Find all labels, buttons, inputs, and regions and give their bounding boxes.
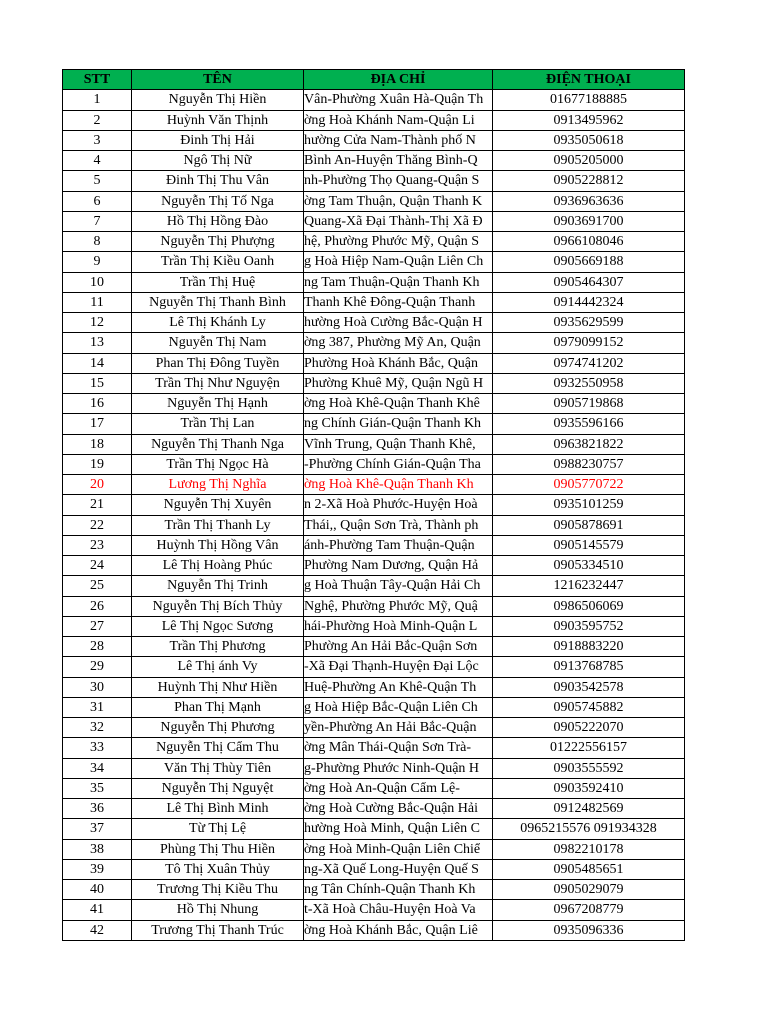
cell-name[interactable]: Trần Thị Thanh Ly: [132, 515, 304, 535]
cell-stt[interactable]: 5: [63, 171, 132, 191]
cell-stt[interactable]: 2: [63, 110, 132, 130]
cell-name[interactable]: Nguyễn Thị Phương: [132, 718, 304, 738]
table-row: [63, 596, 685, 616]
cell-address[interactable]: g Hoà Hiệp Bắc-Quận Liên Ch: [304, 697, 493, 717]
cell-address[interactable]: ờng Hoà An-Quận Cẩm Lệ-: [304, 778, 493, 798]
cell-stt[interactable]: 1: [63, 90, 132, 110]
cell-stt[interactable]: 19: [63, 454, 132, 474]
cell-stt[interactable]: 35: [63, 778, 132, 798]
table-row: [63, 657, 685, 677]
cell-phone[interactable]: 0982210178: [493, 839, 685, 859]
table-body: [63, 90, 685, 941]
cell-stt[interactable]: 21: [63, 495, 132, 515]
header-address[interactable]: ĐỊA CHỈ: [304, 70, 493, 90]
cell-name[interactable]: Nguyễn Thị Tố Nga: [132, 191, 304, 211]
cell-name[interactable]: Nguyễn Thị Nam: [132, 333, 304, 353]
cell-address[interactable]: ờng Hoà Khánh Bắc, Quận Liê: [304, 920, 493, 940]
table-row: [63, 151, 685, 171]
cell-name[interactable]: Lê Thị ánh Vy: [132, 657, 304, 677]
cell-name[interactable]: Nguyễn Thị Hiền: [132, 90, 304, 110]
cell-stt[interactable]: 37: [63, 819, 132, 839]
cell-phone[interactable]: 0932550958: [493, 373, 685, 393]
cell-stt[interactable]: 16: [63, 394, 132, 414]
cell-name[interactable]: Nguyễn Thị Hạnh: [132, 394, 304, 414]
cell-address[interactable]: ờng Hoà Cường Bắc-Quận Hải: [304, 799, 493, 819]
cell-address[interactable]: Phường An Hải Bắc-Quận Sơn: [304, 637, 493, 657]
cell-stt[interactable]: 33: [63, 738, 132, 758]
cell-name[interactable]: Trần Thị Phương: [132, 637, 304, 657]
table-row: [63, 576, 685, 596]
cell-name[interactable]: Nguyễn Thị Phượng: [132, 232, 304, 252]
cell-name[interactable]: Trần Thị Kiều Oanh: [132, 252, 304, 272]
cell-name[interactable]: Nguyễn Thị Bích Thủy: [132, 596, 304, 616]
table-row: [63, 110, 685, 130]
cell-name[interactable]: Đinh Thị Thu Vân: [132, 171, 304, 191]
cell-name[interactable]: Huỳnh Văn Thịnh: [132, 110, 304, 130]
cell-phone[interactable]: 0963821822: [493, 434, 685, 454]
cell-address[interactable]: Thái,, Quận Sơn Trà, Thành ph: [304, 515, 493, 535]
cell-address[interactable]: ờng Mân Thái-Quận Sơn Trà-: [304, 738, 493, 758]
cell-stt[interactable]: 24: [63, 556, 132, 576]
table-row: [63, 920, 685, 940]
cell-name[interactable]: Trương Thị Thanh Trúc: [132, 920, 304, 940]
table-row: [63, 171, 685, 191]
cell-phone[interactable]: 0967208779: [493, 900, 685, 920]
cell-name[interactable]: Trương Thị Kiều Thu: [132, 880, 304, 900]
cell-address[interactable]: hường Cửa Nam-Thành phố N: [304, 130, 493, 150]
cell-phone[interactable]: 0986506069: [493, 596, 685, 616]
table-row: [63, 738, 685, 758]
cell-phone[interactable]: 0905878691: [493, 515, 685, 535]
cell-stt[interactable]: 39: [63, 859, 132, 879]
table-row: [63, 718, 685, 738]
cell-address[interactable]: Phường Hoà Khánh Bắc, Quận: [304, 353, 493, 373]
cell-address[interactable]: ờng Hoà Khê-Quận Thanh Khê: [304, 394, 493, 414]
cell-stt[interactable]: 17: [63, 414, 132, 434]
cell-name[interactable]: Huỳnh Thị Hồng Vân: [132, 535, 304, 555]
cell-address[interactable]: Thanh Khê Đông-Quận Thanh: [304, 292, 493, 312]
table-row: [63, 637, 685, 657]
table-row: [63, 697, 685, 717]
cell-address[interactable]: Vĩnh Trung, Quận Thanh Khê,: [304, 434, 493, 454]
cell-phone[interactable]: 0905205000: [493, 151, 685, 171]
table-row: [63, 900, 685, 920]
cell-stt[interactable]: 3: [63, 130, 132, 150]
cell-phone[interactable]: 0903592410: [493, 778, 685, 798]
cell-address[interactable]: nh-Phường Thọ Quang-Quận S: [304, 171, 493, 191]
cell-phone[interactable]: 0935050618: [493, 130, 685, 150]
cell-address[interactable]: hệ, Phường Phước Mỹ, Quận S: [304, 232, 493, 252]
cell-stt[interactable]: 11: [63, 292, 132, 312]
cell-address[interactable]: hái-Phường Hoà Minh-Quận L: [304, 616, 493, 636]
cell-name[interactable]: Lê Thị Khánh Ly: [132, 313, 304, 333]
cell-name[interactable]: Trần Thị Huệ: [132, 272, 304, 292]
cell-address[interactable]: -Xã Đại Thạnh-Huyện Đại Lộc: [304, 657, 493, 677]
table-row: [63, 333, 685, 353]
cell-stt[interactable]: 36: [63, 799, 132, 819]
cell-address[interactable]: Phường Khuê Mỹ, Quận Ngũ H: [304, 373, 493, 393]
cell-phone[interactable]: 0905222070: [493, 718, 685, 738]
cell-phone[interactable]: 0903555592: [493, 758, 685, 778]
cell-name[interactable]: Nguyễn Thị Xuyên: [132, 495, 304, 515]
cell-phone[interactable]: 0905145579: [493, 535, 685, 555]
cell-stt[interactable]: 29: [63, 657, 132, 677]
table-row: [63, 819, 685, 839]
cell-phone[interactable]: 0936963636: [493, 191, 685, 211]
table-row: [63, 880, 685, 900]
cell-name[interactable]: Phùng Thị Thu Hiền: [132, 839, 304, 859]
table-row: [63, 515, 685, 535]
cell-stt[interactable]: 10: [63, 272, 132, 292]
cell-address[interactable]: yền-Phường An Hải Bắc-Quận: [304, 718, 493, 738]
cell-phone[interactable]: 0905745882: [493, 697, 685, 717]
table-row: [63, 799, 685, 819]
cell-phone[interactable]: 0988230757: [493, 454, 685, 474]
table-row: [63, 839, 685, 859]
cell-phone[interactable]: 0905770722: [493, 475, 685, 495]
table-row: [63, 130, 685, 150]
table-row: [63, 211, 685, 231]
cell-address[interactable]: Vân-Phường Xuân Hà-Quận Th: [304, 90, 493, 110]
cell-phone[interactable]: 0913495962: [493, 110, 685, 130]
cell-name[interactable]: Tô Thị Xuân Thủy: [132, 859, 304, 879]
cell-stt[interactable]: 6: [63, 191, 132, 211]
cell-stt[interactable]: 27: [63, 616, 132, 636]
cell-phone[interactable]: 1216232447: [493, 576, 685, 596]
cell-address[interactable]: ờng 387, Phường Mỹ An, Quận: [304, 333, 493, 353]
cell-stt[interactable]: 8: [63, 232, 132, 252]
cell-address[interactable]: ng-Xã Quế Long-Huyện Quế S: [304, 859, 493, 879]
cell-name[interactable]: Trần Thị Ngọc Hà: [132, 454, 304, 474]
cell-address[interactable]: n 2-Xã Hoà Phước-Huyện Hoà: [304, 495, 493, 515]
table-row: [63, 292, 685, 312]
cell-phone[interactable]: 0903542578: [493, 677, 685, 697]
cell-name[interactable]: Nguyễn Thị Cẩm Thu: [132, 738, 304, 758]
table-row: [63, 758, 685, 778]
header-phone[interactable]: ĐIỆN THOẠI: [493, 70, 685, 90]
cell-name[interactable]: Đinh Thị Hải: [132, 130, 304, 150]
table-row: [63, 616, 685, 636]
cell-stt[interactable]: 15: [63, 373, 132, 393]
table-row: [63, 353, 685, 373]
cell-address[interactable]: Phường Nam Dương, Quận Hả: [304, 556, 493, 576]
cell-phone[interactable]: 0905485651: [493, 859, 685, 879]
cell-phone[interactable]: 0965215576 091934328: [493, 819, 685, 839]
cell-stt[interactable]: 22: [63, 515, 132, 535]
cell-address[interactable]: g Hoà Hiệp Nam-Quận Liên Ch: [304, 252, 493, 272]
cell-name[interactable]: Lê Thị Ngọc Sương: [132, 616, 304, 636]
cell-name[interactable]: Trần Thị Lan: [132, 414, 304, 434]
table-row: [63, 556, 685, 576]
cell-stt[interactable]: 18: [63, 434, 132, 454]
cell-address[interactable]: ng Tam Thuận-Quận Thanh Kh: [304, 272, 493, 292]
table-row: [63, 394, 685, 414]
cell-phone[interactable]: 0935101259: [493, 495, 685, 515]
cell-name[interactable]: Văn Thị Thùy Tiên: [132, 758, 304, 778]
cell-phone[interactable]: 0966108046: [493, 232, 685, 252]
cell-address[interactable]: ờng Hoà Khê-Quận Thanh Kh: [304, 475, 493, 495]
table-row: [63, 232, 685, 252]
table-row: [63, 90, 685, 110]
cell-stt[interactable]: 13: [63, 333, 132, 353]
cell-address[interactable]: hường Hoà Cường Bắc-Quận H: [304, 313, 493, 333]
cell-name[interactable]: Trần Thị Như Nguyện: [132, 373, 304, 393]
cell-address[interactable]: g Hoà Thuận Tây-Quận Hải Ch: [304, 576, 493, 596]
cell-address[interactable]: ng Tân Chính-Quận Thanh Kh: [304, 880, 493, 900]
cell-stt[interactable]: 20: [63, 475, 132, 495]
contact-table: [62, 69, 685, 941]
cell-address[interactable]: ờng Hoà Khánh Nam-Quận Li: [304, 110, 493, 130]
cell-name[interactable]: Lê Thị Bình Minh: [132, 799, 304, 819]
cell-phone[interactable]: 0905464307: [493, 272, 685, 292]
cell-stt[interactable]: 7: [63, 211, 132, 231]
cell-stt[interactable]: 41: [63, 900, 132, 920]
cell-phone[interactable]: 0918883220: [493, 637, 685, 657]
table-row: [63, 414, 685, 434]
cell-address[interactable]: g-Phường Phước Ninh-Quận H: [304, 758, 493, 778]
table-row: [63, 454, 685, 474]
cell-phone[interactable]: 0935096336: [493, 920, 685, 940]
table-row: [63, 434, 685, 454]
header-stt[interactable]: STT: [63, 70, 132, 90]
cell-stt[interactable]: 40: [63, 880, 132, 900]
table-row: [63, 373, 685, 393]
cell-phone[interactable]: 0905029079: [493, 880, 685, 900]
cell-address[interactable]: Huệ-Phường An Khê-Quận Th: [304, 677, 493, 697]
cell-phone[interactable]: 0905669188: [493, 252, 685, 272]
cell-phone[interactable]: 0914442324: [493, 292, 685, 312]
cell-stt[interactable]: 25: [63, 576, 132, 596]
cell-phone[interactable]: 0913768785: [493, 657, 685, 677]
cell-address[interactable]: Bình An-Huyện Thăng Bình-Q: [304, 151, 493, 171]
cell-stt[interactable]: 34: [63, 758, 132, 778]
table-row: [63, 252, 685, 272]
cell-phone[interactable]: 0912482569: [493, 799, 685, 819]
cell-phone[interactable]: 0905228812: [493, 171, 685, 191]
cell-name[interactable]: Phan Thị Đông Tuyền: [132, 353, 304, 373]
cell-stt[interactable]: 42: [63, 920, 132, 940]
cell-phone[interactable]: 0903691700: [493, 211, 685, 231]
cell-phone[interactable]: 0905334510: [493, 556, 685, 576]
cell-name[interactable]: Hồ Thị Hồng Đào: [132, 211, 304, 231]
cell-name[interactable]: Huỳnh Thị Như Hiền: [132, 677, 304, 697]
cell-address[interactable]: Nghệ, Phường Phước Mỹ, Quậ: [304, 596, 493, 616]
table-row: [63, 859, 685, 879]
cell-name[interactable]: Từ Thị Lệ: [132, 819, 304, 839]
cell-stt[interactable]: 32: [63, 718, 132, 738]
cell-name[interactable]: Nguyễn Thị Nguyệt: [132, 778, 304, 798]
table-row: [63, 272, 685, 292]
cell-stt[interactable]: 4: [63, 151, 132, 171]
cell-address[interactable]: ng Chính Gián-Quận Thanh Kh: [304, 414, 493, 434]
table-row: [63, 191, 685, 211]
cell-name[interactable]: Nguyễn Thị Trinh: [132, 576, 304, 596]
cell-address[interactable]: -Phường Chính Gián-Quận Tha: [304, 454, 493, 474]
table-row: [63, 313, 685, 333]
cell-address[interactable]: t-Xã Hoà Châu-Huyện Hoà Va: [304, 900, 493, 920]
cell-stt[interactable]: 9: [63, 252, 132, 272]
cell-address[interactable]: ờng Hoà Minh-Quận Liên Chiể: [304, 839, 493, 859]
cell-address[interactable]: ờng Tam Thuận, Quận Thanh K: [304, 191, 493, 211]
cell-stt[interactable]: 28: [63, 637, 132, 657]
cell-stt[interactable]: 31: [63, 697, 132, 717]
table-row: [63, 677, 685, 697]
cell-stt[interactable]: 26: [63, 596, 132, 616]
cell-stt[interactable]: 12: [63, 313, 132, 333]
cell-phone[interactable]: 0974741202: [493, 353, 685, 373]
cell-stt[interactable]: 14: [63, 353, 132, 373]
table-row: [63, 475, 685, 495]
cell-phone[interactable]: 01222556157: [493, 738, 685, 758]
cell-address[interactable]: ánh-Phường Tam Thuận-Quận: [304, 535, 493, 555]
cell-phone[interactable]: 0979099152: [493, 333, 685, 353]
cell-name[interactable]: Phan Thị Mạnh: [132, 697, 304, 717]
cell-name[interactable]: Ngô Thị Nữ: [132, 151, 304, 171]
cell-stt[interactable]: 23: [63, 535, 132, 555]
cell-phone[interactable]: 0935629599: [493, 313, 685, 333]
cell-address[interactable]: hường Hoà Minh, Quận Liên C: [304, 819, 493, 839]
table-row: [63, 495, 685, 515]
cell-name[interactable]: Nguyễn Thị Thanh Bình: [132, 292, 304, 312]
cell-stt[interactable]: 30: [63, 677, 132, 697]
cell-name[interactable]: Nguyễn Thị Thanh Nga: [132, 434, 304, 454]
cell-phone[interactable]: 01677188885: [493, 90, 685, 110]
cell-stt[interactable]: 38: [63, 839, 132, 859]
cell-name[interactable]: Lê Thị Hoàng Phúc: [132, 556, 304, 576]
cell-phone[interactable]: 0935596166: [493, 414, 685, 434]
header-name[interactable]: TÊN: [132, 70, 304, 90]
cell-phone[interactable]: 0903595752: [493, 616, 685, 636]
cell-name[interactable]: Hồ Thị Nhung: [132, 900, 304, 920]
table-row: [63, 778, 685, 798]
cell-phone[interactable]: 0905719868: [493, 394, 685, 414]
header-row: [63, 70, 685, 90]
table-row: [63, 535, 685, 555]
cell-name[interactable]: Lương Thị Nghĩa: [132, 475, 304, 495]
cell-address[interactable]: Quang-Xã Đại Thành-Thị Xã Đ: [304, 211, 493, 231]
